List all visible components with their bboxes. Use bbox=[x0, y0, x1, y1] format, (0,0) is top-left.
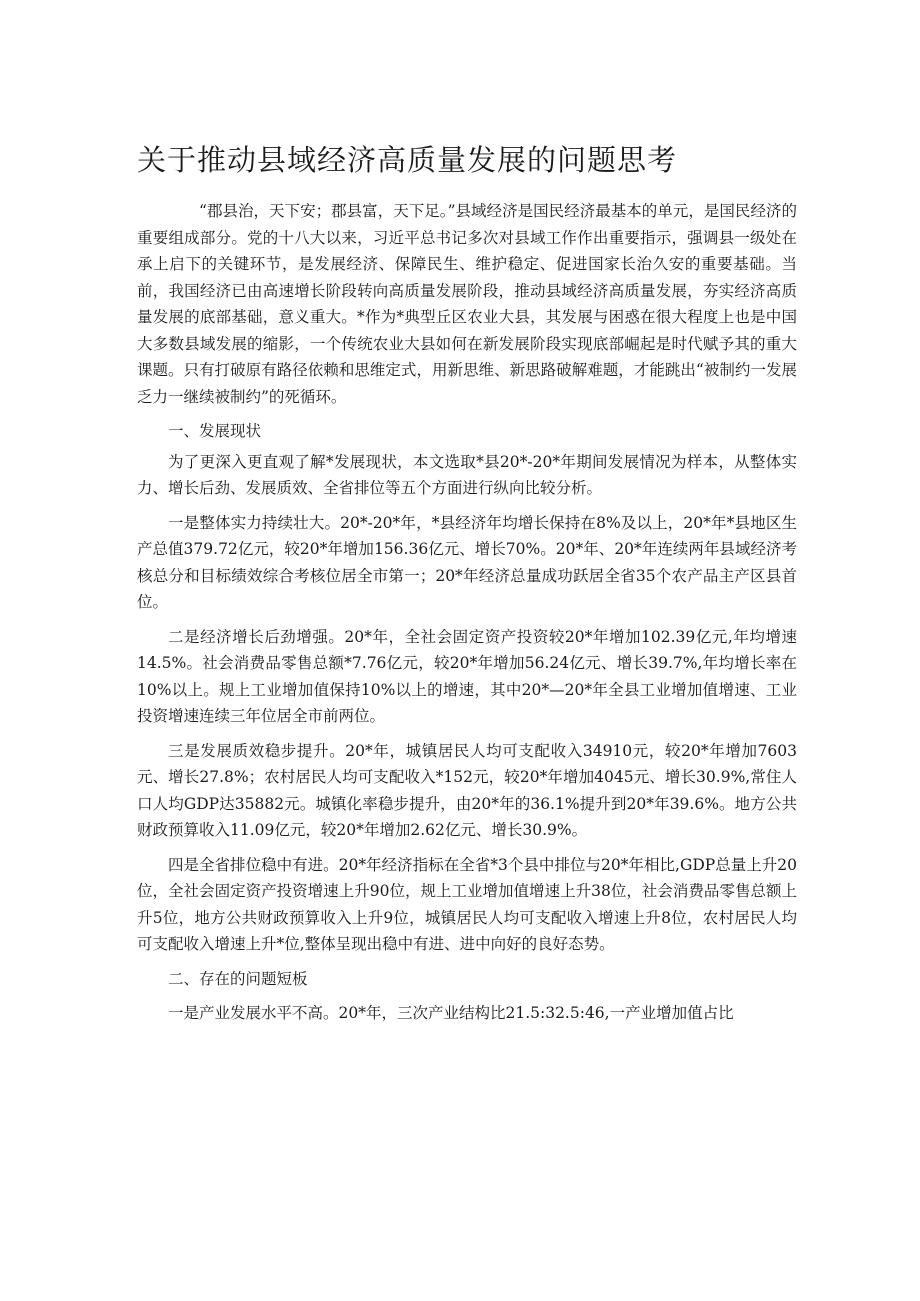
intro-paragraph: “郡县治，天下安；郡县富，天下足。”县域经济是国民经济最基本的单元，是国民经济的重要组成部分。党的十八大以来，习近平总书记多次对县域工作作出重要指示，强调县一级处在承上启下的关键环节，是发展经济、保障民生、维护稳定、促进国家长治久安的重要基础。当前，我国经济已由高速增长阶段转向高质量发展阶段，推动县域经济高质量发展，夯实经济高质量发展的底部基础，意义重大。*作为*典型丘区农业大县，其发展与困惑在很大程度上也是中国大多数县域发展的缩影，一个传统农业大县如何在新发展阶段实现底部崛起是时代赋予其的重大课题。只有打破原有路径依赖和思维定式，用新思维、新思路破解难题，才能跳出“被制约一发展乏力一继续被制约”的死循环。 bbox=[137, 202, 797, 406]
body-paragraph: 三是发展质效稳步提升。20*年，城镇居民人均可支配收入34910元，较20*年增加7603元、增长27.8%；农村居民人均可支配收入*152元，较20*年增加4045元、增长30.9%,常住人口人均GDP达35882元。城镇化率稳步提升，由20*年的36.1%提升到20*年39.6%。地方公共财政预算收入11.09亿元，较20*年增加2.62亿元、增长30.9%。 bbox=[137, 741, 797, 839]
body-paragraph: 二是经济增长后劲增强。20*年，全社会固定资产投资较20*年增加102.39亿元,年均增速14.5%。社会消费品零售总额*7.76亿元，较20*年增加56.24亿元、增长39.7%,年均增长率在10%以上。规上工业增加值保持10%以上的增速，其中20*—20*年全县工业增加值增速、工业投资增速连续三年位居全市前两位。 bbox=[137, 627, 797, 725]
section-heading-1: 一、发展现状 bbox=[168, 422, 262, 440]
body-paragraph: 为了更深入更直观了解*发展现状，本文选取*县20*-20*年期间发展情况为样本，从整体实力、增长后劲、发展质效、全省排位等五个方面进行纵向比较分析。 bbox=[137, 452, 797, 497]
section-heading-2: 二、存在的问题短板 bbox=[168, 969, 308, 988]
document-title: 关于推动县域经济高质量发展的问题思考 bbox=[137, 143, 678, 177]
body-paragraph: 一是产业发展水平不高。20*年，三次产业结构比21.5:32.5:46,一产业增加值占比 bbox=[168, 1004, 734, 1022]
body-paragraph: 一是整体实力持续壮大。20*-20*年，*县经济年均增长保持在8%及以上，20*年*县地区生产总值379.72亿元，较20*年增加156.36亿元、增长70%。20*年、20*年连续两年县域经济考核总分和目标绩效综合考核位居全市第一；20*年经济总量成功跃居全省35个农产品主产区县首位。 bbox=[137, 513, 797, 611]
document-body bbox=[137, 198, 797, 1027]
body-paragraph: 四是全省排位稳中有进。20*年经济指标在全省*3个县中排位与20*年相比,GDP总量上升20位，全社会固定资产投资增速上升90位，规上工业增加值增速上升38位，社会消费品零售总额上升5位，地方公共财政预算收入上升9位，城镇居民人均可支配收入增速上升8位，农村居民人均可支配收入增速上升*位,整体呈现出稳中有进、进中向好的良好态势。 bbox=[137, 855, 797, 953]
